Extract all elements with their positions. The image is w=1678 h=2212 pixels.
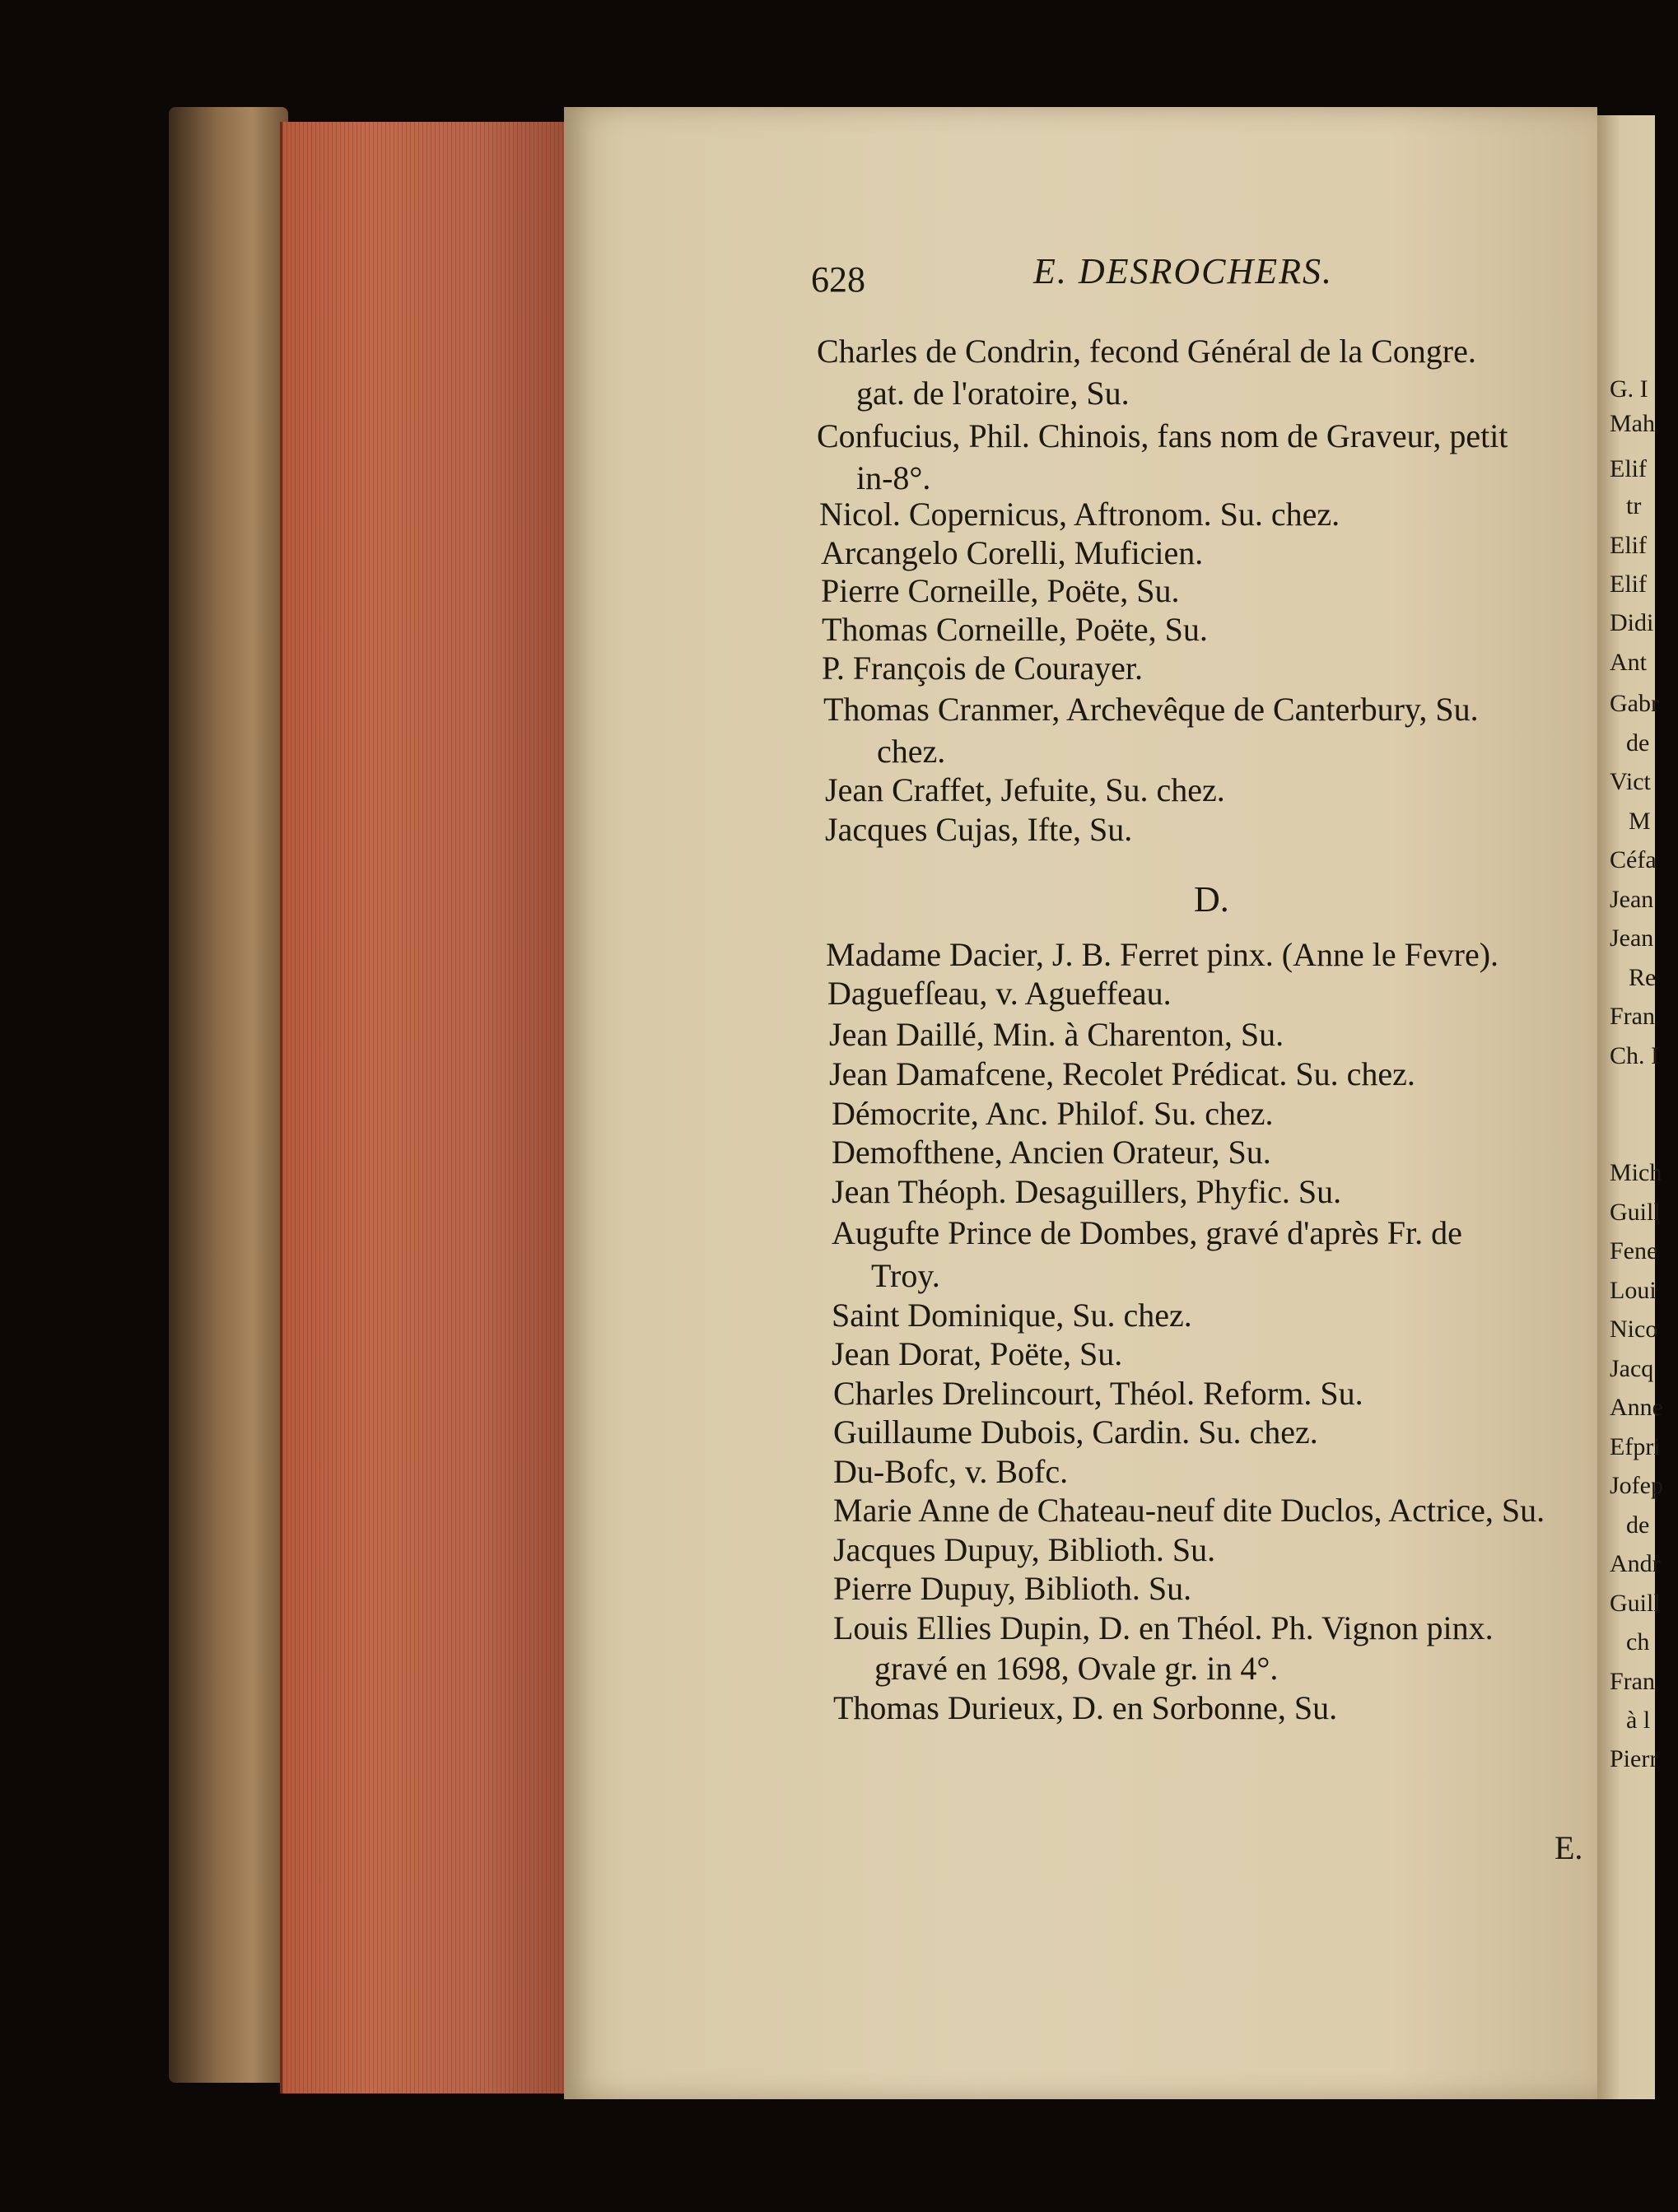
entry-line: Jean Dorat, Poëte, Su. xyxy=(832,1335,1123,1372)
catchword: E. xyxy=(1554,1829,1583,1866)
next-page-fragment: à l xyxy=(1626,1707,1651,1734)
next-page-fragment: tr xyxy=(1626,492,1642,519)
next-page-fragment: Ch. I xyxy=(1610,1042,1659,1069)
entry-line: Du-Bofc, v. Bofc. xyxy=(833,1453,1069,1490)
next-page-fragment: Fene xyxy=(1610,1237,1658,1264)
entry-line: Jean Daillé, Min. à Charenton, Su. xyxy=(829,1016,1284,1053)
next-page-fragment: Jacq xyxy=(1610,1355,1654,1382)
entry-line: Charles Drelincourt, Théol. Reform. Su. xyxy=(833,1375,1363,1412)
next-page-fragment: Anne xyxy=(1610,1394,1663,1421)
entry-line: Arcangelo Corelli, Muficien. xyxy=(821,534,1204,571)
red-page-edges xyxy=(280,122,566,2093)
entry-line: Nicol. Copernicus, Aftronom. Su. chez. xyxy=(819,496,1340,533)
next-page-fragment: Fran xyxy=(1610,1003,1655,1030)
next-page-fragment: Elif xyxy=(1610,455,1647,482)
next-page-fragment: Elif xyxy=(1610,570,1647,598)
next-page-fragment: Loui xyxy=(1610,1277,1657,1304)
entry-line: Saint Dominique, Su. chez. xyxy=(832,1297,1192,1334)
next-page-fragment: Efpri xyxy=(1610,1433,1661,1460)
next-page-fragment: Mich xyxy=(1610,1159,1662,1186)
entry-line: Demofthene, Ancien Orateur, Su. xyxy=(832,1134,1271,1171)
next-page-fragment: G. I xyxy=(1610,375,1648,403)
next-page-fragment: ch xyxy=(1626,1628,1650,1656)
next-page-fragment: de xyxy=(1626,729,1650,757)
book-spine xyxy=(169,107,288,2083)
next-page-fragment: Céfa xyxy=(1610,846,1657,873)
entry-line: Confucius, Phil. Chinois, fans nom de Graveur, petit xyxy=(817,417,1508,454)
next-page-fragment: Jofep xyxy=(1610,1472,1663,1499)
section-letter: D. xyxy=(1194,879,1229,920)
entry-line: in-8°. xyxy=(856,459,931,496)
entry-line: Jacques Dupuy, Biblioth. Su. xyxy=(833,1531,1216,1568)
entry-line: Marie Anne de Chateau-neuf dite Duclos, Actrice, Su. xyxy=(833,1492,1545,1529)
entry-line: Jean Théoph. Desaguillers, Phyfic. Su. xyxy=(832,1173,1342,1210)
next-page-fragment: Jean xyxy=(1610,924,1654,952)
entry-line: Jean Damafcene, Recolet Prédicat. Su. chez. xyxy=(829,1055,1415,1092)
next-page-fragment: Guill xyxy=(1610,1199,1661,1226)
entry-line: Pierre Corneille, Poëte, Su. xyxy=(821,572,1180,609)
entry-line: Guillaume Dubois, Cardin. Su. chez. xyxy=(833,1413,1318,1451)
next-page-fragment: Pierr xyxy=(1610,1745,1658,1772)
next-page-fragment: Ant xyxy=(1610,649,1647,676)
next-page-fragment: Nico xyxy=(1610,1316,1658,1343)
entry-line: Thomas Durieux, D. en Sorbonne, Su. xyxy=(833,1689,1338,1726)
next-page-fragment: Andr xyxy=(1610,1550,1661,1577)
next-page-fragment: M xyxy=(1629,808,1651,835)
entry-line: P. François de Courayer. xyxy=(822,650,1143,687)
entry-line: Augufte Prince de Dombes, gravé d'après Fr. de xyxy=(832,1214,1462,1251)
entry-line: Démocrite, Anc. Philof. Su. chez. xyxy=(832,1095,1274,1132)
entry-line: gravé en 1698, Ovale gr. in 4°. xyxy=(874,1650,1279,1687)
next-page-fragment: Mah xyxy=(1610,410,1655,437)
next-page-fragment: Re xyxy=(1629,964,1657,991)
entry-line: Pierre Dupuy, Biblioth. Su. xyxy=(833,1570,1192,1607)
next-page-fragment: Fran xyxy=(1610,1668,1655,1695)
running-head: E. DESROCHERS. xyxy=(1033,251,1334,291)
next-page-fragment: Elif xyxy=(1610,532,1647,559)
next-page-fragment: Gabr xyxy=(1610,690,1659,717)
entry-line: Charles de Condrin, fecond Général de la Congre. xyxy=(817,333,1476,370)
next-page-fragment: de xyxy=(1626,1511,1650,1539)
next-page-fragment: Jean xyxy=(1610,886,1654,913)
entry-line: Daguefſeau, v. Agueffeau. xyxy=(827,975,1172,1012)
entry-line: chez. xyxy=(877,733,946,770)
next-page-fragment: Vict xyxy=(1610,768,1651,795)
entry-line: Jean Craffet, Jefuite, Su. chez. xyxy=(825,771,1225,808)
entry-line: Louis Ellies Dupin, D. en Théol. Ph. Vignon pinx. xyxy=(833,1609,1494,1646)
page-number: 628 xyxy=(811,259,865,300)
entry-line: Thomas Corneille, Poëte, Su. xyxy=(822,611,1208,648)
next-page-fragment: Didi xyxy=(1610,609,1654,636)
entry-line: Madame Dacier, J. B. Ferret pinx. (Anne le Fevre). xyxy=(826,936,1499,973)
entry-line: Jacques Cujas, Ifte, Su. xyxy=(825,811,1133,848)
next-page-fragment: Guill xyxy=(1610,1590,1661,1617)
entry-line: gat. de l'oratoire, Su. xyxy=(856,375,1130,412)
entry-line: Thomas Cranmer, Archevêque de Canterbury, Su. xyxy=(823,691,1479,728)
entry-line: Troy. xyxy=(871,1257,940,1294)
